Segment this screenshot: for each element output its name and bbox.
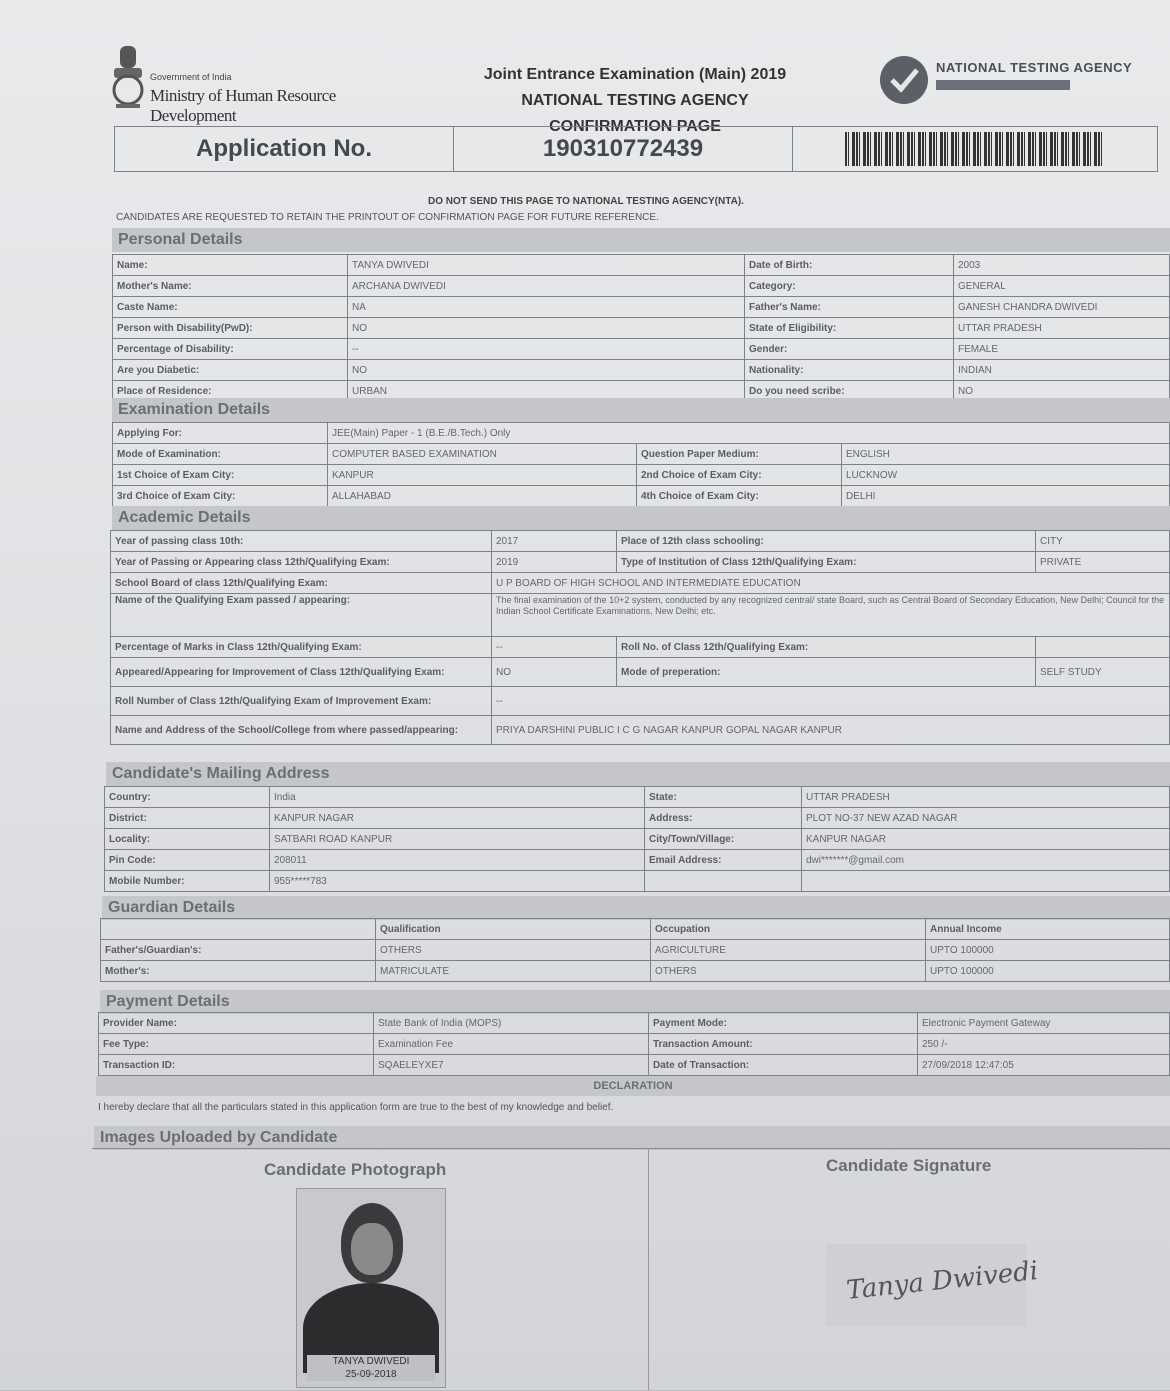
section-payment-details: Payment Details	[100, 990, 1170, 1014]
retain-notice: CANDIDATES ARE REQUESTED TO RETAIN THE PRINTOUT OF CONFIRMATION PAGE FOR FUTURE REFERENCE.	[116, 212, 659, 223]
cell-value: dwi*******@gmail.com	[802, 850, 1170, 871]
cell-value: NO	[954, 381, 1170, 402]
cell-value: --	[348, 339, 745, 360]
academic-details-table	[110, 530, 1170, 745]
cell-value: PLOT NO-37 NEW AZAD NAGAR	[802, 808, 1170, 829]
cell-value: PRIYA DARSHINI PUBLIC I C G NAGAR KANPUR GOPAL NAGAR KANPUR	[492, 716, 1170, 745]
cell-value: 250 /-	[918, 1034, 1170, 1055]
cell-value: OTHERS	[376, 940, 651, 961]
exam-title: Joint Entrance Examination (Main) 2019	[483, 66, 787, 83]
table-row	[111, 594, 1170, 637]
cell-label: Father's/Guardian's:	[101, 940, 376, 961]
application-number-table	[114, 126, 1158, 172]
table-row	[113, 339, 1170, 360]
cell-value: Examination Fee	[374, 1034, 649, 1055]
cell-label: 3rd Choice of Exam City:	[113, 486, 328, 507]
table-row	[113, 255, 1170, 276]
photo-caption-name: TANYA DWIVEDI	[332, 1356, 410, 1367]
cell-label: Place of 12th class schooling:	[617, 531, 1036, 552]
table-row	[105, 871, 1170, 892]
cell-value: CITY	[1036, 531, 1170, 552]
national-emblem-icon	[108, 42, 148, 112]
cell-label: Percentage of Disability:	[113, 339, 348, 360]
cell-label: City/Town/Village:	[645, 829, 802, 850]
candidate-photograph-title: Candidate Photograph	[264, 1160, 447, 1179]
cell-label: Mobile Number:	[105, 871, 270, 892]
cell-label: Person with Disability(PwD):	[113, 318, 348, 339]
cell-label: 2nd Choice of Exam City:	[637, 465, 842, 486]
declaration-text: I hereby declare that all the particulars stated in this application form are true to the best of my knowledge and belief.	[98, 1102, 614, 1113]
candidate-signature-title: Candidate Signature	[826, 1156, 992, 1175]
signature-text: Tanya Dwivedi	[844, 1256, 1040, 1306]
section-examination-details: Examination Details	[112, 398, 1170, 422]
table-row	[101, 961, 1170, 982]
table-row	[113, 465, 1170, 486]
cell-value: SELF STUDY	[1036, 658, 1170, 687]
cell-value: NO	[348, 360, 745, 381]
cell-value: UTTAR PRADESH	[802, 787, 1170, 808]
cell-value: 2017	[492, 531, 617, 552]
cell-label: Place of Residence:	[113, 381, 348, 402]
table-row	[113, 318, 1170, 339]
cell-label: Year of Passing or Appearing class 12th/Qualifying Exam:	[111, 552, 492, 573]
column-header: Qualification	[376, 919, 651, 940]
table-row	[105, 808, 1170, 829]
cell-label: Name:	[113, 255, 348, 276]
cell-label: Mode of Examination:	[113, 444, 328, 465]
column-header: Occupation	[651, 919, 926, 940]
cell-label: Transaction Amount:	[649, 1034, 918, 1055]
photo-face	[351, 1223, 393, 1275]
candidate-signature	[826, 1244, 1040, 1326]
cell-label: Provider Name:	[99, 1013, 374, 1034]
cell-label: State of Eligibility:	[745, 318, 954, 339]
cell-value: INDIAN	[954, 360, 1170, 381]
cell-label: Locality:	[105, 829, 270, 850]
cell-value: UTTAR PRADESH	[954, 318, 1170, 339]
photo-caption-date: 25-09-2018	[345, 1369, 397, 1380]
cell-value: 2019	[492, 552, 617, 573]
cell-label: Fee Type:	[99, 1034, 374, 1055]
cell-value: 27/09/2018 12:47:05	[918, 1055, 1170, 1076]
cell-value: GENERAL	[954, 276, 1170, 297]
table-row	[111, 552, 1170, 573]
cell-value: SQAELEYXE7	[374, 1055, 649, 1076]
cell-label: Question Paper Medium:	[637, 444, 842, 465]
cell-label: Roll Number of Class 12th/Qualifying Exam of Improvement Exam:	[111, 687, 492, 716]
table-row	[113, 486, 1170, 507]
cell-value: UPTO 100000	[926, 940, 1170, 961]
cell-label: State:	[645, 787, 802, 808]
table-row	[99, 1013, 1170, 1034]
cell-label: Do you need scribe:	[745, 381, 954, 402]
application-number-label: Application No.	[115, 127, 454, 172]
cell-label: Name and Address of the School/College from where passed/appearing:	[111, 716, 492, 745]
cell-value: OTHERS	[651, 961, 926, 982]
cell-value: KANPUR	[328, 465, 637, 486]
cell-label: 1st Choice of Exam City:	[113, 465, 328, 486]
table-row	[111, 687, 1170, 716]
cell-value: 208011	[270, 850, 645, 871]
section-images-uploaded: Images Uploaded by Candidate	[94, 1126, 1170, 1150]
nta-check-icon	[880, 56, 928, 104]
cell-value: DELHI	[842, 486, 1170, 507]
nta-logo	[880, 56, 1170, 106]
cell-value: PRIVATE	[1036, 552, 1170, 573]
table-row	[101, 940, 1170, 961]
candidate-photo	[296, 1188, 446, 1388]
table-row	[99, 1034, 1170, 1055]
cell-label: Caste Name:	[113, 297, 348, 318]
cell-value: 2003	[954, 255, 1170, 276]
cell-value	[802, 871, 1170, 892]
ministry-name: Ministry of Human Resource Development	[150, 86, 336, 125]
cell-value: --	[492, 637, 617, 658]
cell-value: U P BOARD OF HIGH SCHOOL AND INTERMEDIATE EDUCATION	[492, 573, 1170, 594]
cell-value: SATBARI ROAD KANPUR	[270, 829, 645, 850]
examination-details-table	[112, 422, 1170, 507]
cell-value: LUCKNOW	[842, 465, 1170, 486]
cell-value: TANYA DWIVEDI	[348, 255, 745, 276]
cell-value: UPTO 100000	[926, 961, 1170, 982]
cell-value: 955*****783	[270, 871, 645, 892]
cell-label: District:	[105, 808, 270, 829]
table-row	[99, 1055, 1170, 1076]
barcode-cell	[793, 127, 1158, 172]
table-header-row	[101, 919, 1170, 940]
cell-label: Transaction ID:	[99, 1055, 374, 1076]
section-personal-details: Personal Details	[112, 228, 1170, 252]
cell-label	[645, 871, 802, 892]
applying-for-value: JEE(Main) Paper - 1 (B.E./B.Tech.) Only	[328, 423, 1170, 444]
table-row	[105, 850, 1170, 871]
images-divider	[648, 1148, 649, 1390]
cell-value: AGRICULTURE	[651, 940, 926, 961]
cell-value: KANPUR NAGAR	[270, 808, 645, 829]
nta-name: NATIONAL TESTING AGENCY	[936, 60, 1133, 75]
cell-value: Electronic Payment Gateway	[918, 1013, 1170, 1034]
cell-value: MATRICULATE	[376, 961, 651, 982]
declaration-heading: DECLARATION	[96, 1076, 1170, 1096]
cell-value: The final examination of the 10+2 system, conducted by any recognized central/ state Board, such as Central Board of Secondary Education, New Delhi; Council for the Indian School Certificate Examinations, New Delhi; etc.	[492, 594, 1170, 637]
personal-details-table	[112, 254, 1170, 402]
cell-value: ENGLISH	[842, 444, 1170, 465]
cell-label: School Board of class 12th/Qualifying Exam:	[111, 573, 492, 594]
cell-value: GANESH CHANDRA DWIVEDI	[954, 297, 1170, 318]
cell-value: ALLAHABAD	[328, 486, 637, 507]
cell-value: FEMALE	[954, 339, 1170, 360]
cell-label: Date of Birth:	[745, 255, 954, 276]
ministry-logo	[104, 42, 404, 125]
table-row	[111, 658, 1170, 687]
cell-label: Category:	[745, 276, 954, 297]
cell-value: --	[492, 687, 1170, 716]
cell-value: India	[270, 787, 645, 808]
cell-label: Name of the Qualifying Exam passed / appearing:	[111, 594, 492, 637]
table-row	[111, 573, 1170, 594]
cell-label: Date of Transaction:	[649, 1055, 918, 1076]
cell-value	[1036, 637, 1170, 658]
agency-title: NATIONAL TESTING AGENCY	[521, 92, 749, 109]
page-type-title: CONFIRMATION PAGE	[549, 118, 721, 135]
cell-value: State Bank of India (MOPS)	[374, 1013, 649, 1034]
mailing-address-table	[104, 786, 1170, 892]
cell-label: Email Address:	[645, 850, 802, 871]
guardian-details-table	[100, 918, 1170, 982]
application-number-value: 190310772439	[454, 127, 793, 172]
photo-caption	[307, 1355, 435, 1381]
cell-label: Percentage of Marks in Class 12th/Qualifying Exam:	[111, 637, 492, 658]
table-row	[113, 297, 1170, 318]
column-header	[101, 919, 376, 940]
applying-for-label: Applying For:	[113, 423, 328, 444]
payment-details-table	[98, 1012, 1170, 1076]
table-row	[111, 716, 1170, 745]
column-header: Annual Income	[926, 919, 1170, 940]
cell-value: NA	[348, 297, 745, 318]
government-label: Government of India	[150, 72, 232, 82]
cell-label: Pin Code:	[105, 850, 270, 871]
table-row	[105, 787, 1170, 808]
cell-label: Year of passing class 10th:	[111, 531, 492, 552]
cell-label: Mother's Name:	[113, 276, 348, 297]
cell-label: Roll No. of Class 12th/Qualifying Exam:	[617, 637, 1036, 658]
cell-value: URBAN	[348, 381, 745, 402]
cell-label: Type of Institution of Class 12th/Qualifying Exam:	[617, 552, 1036, 573]
cell-label: Mode of preperation:	[617, 658, 1036, 687]
table-row	[111, 531, 1170, 552]
nta-tagline-band	[936, 80, 1070, 90]
cell-value: ARCHANA DWIVEDI	[348, 276, 745, 297]
section-guardian-details: Guardian Details	[102, 896, 1170, 920]
cell-value: NO	[492, 658, 617, 687]
cell-label: Payment Mode:	[649, 1013, 918, 1034]
cell-label: Appeared/Appearing for Improvement of Class 12th/Qualifying Exam:	[111, 658, 492, 687]
table-row	[113, 276, 1170, 297]
section-mailing-address: Candidate's Mailing Address	[106, 762, 1170, 786]
table-row	[113, 423, 1170, 444]
cell-value: NO	[348, 318, 745, 339]
cell-label: Address:	[645, 808, 802, 829]
table-row	[111, 637, 1170, 658]
cell-label: 4th Choice of Exam City:	[637, 486, 842, 507]
table-row	[113, 360, 1170, 381]
table-row	[105, 829, 1170, 850]
do-not-send-notice: DO NOT SEND THIS PAGE TO NATIONAL TESTING AGENCY(NTA).	[428, 196, 744, 207]
cell-value: KANPUR NAGAR	[802, 829, 1170, 850]
section-academic-details: Academic Details	[112, 506, 1170, 530]
cell-label: Father's Name:	[745, 297, 954, 318]
cell-label: Are you Diabetic:	[113, 360, 348, 381]
cell-label: Gender:	[745, 339, 954, 360]
table-row	[113, 444, 1170, 465]
cell-label: Mother's:	[101, 961, 376, 982]
cell-label: Country:	[105, 787, 270, 808]
barcode-icon	[845, 132, 1105, 166]
cell-label: Nationality:	[745, 360, 954, 381]
cell-value: COMPUTER BASED EXAMINATION	[328, 444, 637, 465]
